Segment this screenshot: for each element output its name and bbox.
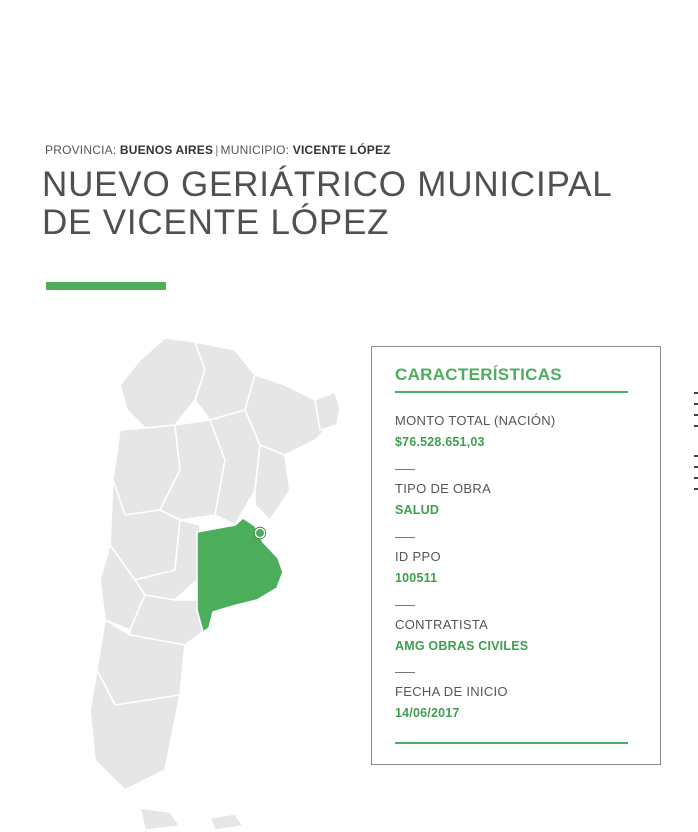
characteristics-card [371,346,661,765]
field-label: ID PPO [395,549,441,564]
field-value: SALUD [395,503,440,517]
page-title-line2: DE VICENTE LÓPEZ [42,203,390,242]
map-region-tierra-del-fuego [140,808,180,830]
field-id-ppo [395,549,635,585]
field-value: 100511 [395,571,438,585]
page-title-line1: NUEVO GERIÁTRICO MUNICIPAL [42,165,613,204]
field-divider [395,605,415,606]
page-title [42,166,698,242]
field-value: 14/06/2017 [395,706,460,720]
field-contratista [395,617,635,653]
field-value: AMG OBRAS CIVILES [395,639,529,653]
breadcrumb-separator: | [215,143,219,157]
field-divider [395,469,415,470]
provincia-value: BUENOS AIRES [119,143,214,157]
field-label: MONTO TOTAL (NACIÓN) [395,413,556,428]
map-region-northwest [120,338,205,428]
argentina-map [85,330,355,832]
field-fecha-de-inicio [395,684,635,720]
card-bottom-rule [395,742,628,744]
cropped-text-edge [694,392,698,499]
field-value: $76.528.651,03 [395,435,485,449]
title-accent-bar [46,282,166,290]
field-divider [395,672,415,673]
field-label: TIPO DE OBRA [395,481,492,496]
field-tipo-de-obra [395,481,635,517]
field-label: FECHA DE INICIO [395,684,508,699]
map-marker-vicente-lopez [255,528,265,538]
breadcrumb [45,143,391,157]
card-title: CARACTERÍSTICAS [395,365,562,384]
map-region-entre-rios [255,445,290,520]
provincia-label: PROVINCIA: [45,143,117,157]
field-monto-total [395,413,635,449]
municipio-label: MUNICIPIO: [220,143,290,157]
map-region-buenos-aires [197,518,283,632]
field-label: CONTRATISTA [395,617,489,632]
card-title-rule [395,391,628,393]
map-region-misiones [315,392,340,430]
field-divider [395,537,415,538]
map-region-islands [210,814,243,830]
municipio-value: VICENTE LÓPEZ [292,143,391,157]
